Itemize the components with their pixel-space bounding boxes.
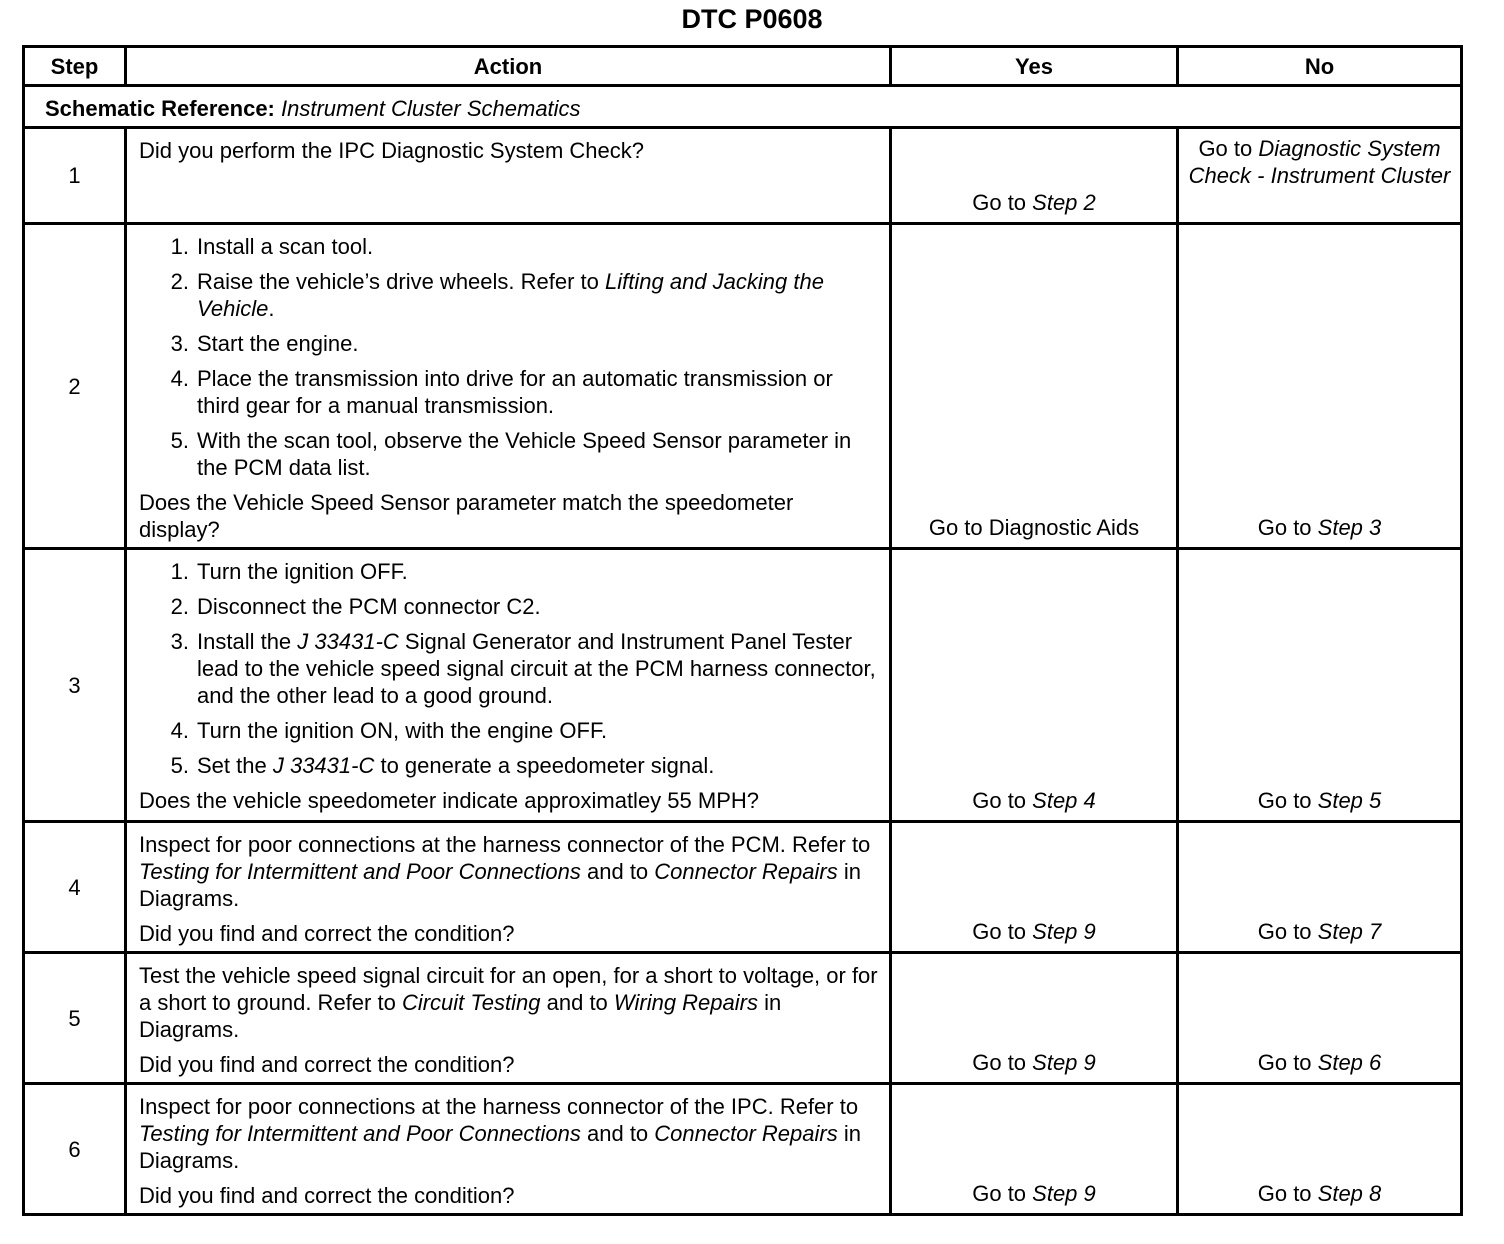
- action-step-number: 3.: [170, 629, 189, 654]
- yes-link[interactable]: Step 9: [1032, 1050, 1096, 1075]
- goto-prefix: Go to: [1198, 136, 1259, 161]
- reference-link[interactable]: Lifting and Jacking the Vehicle: [197, 269, 824, 321]
- action-step-item: [139, 558, 879, 585]
- no-link[interactable]: Diagnostic System Check - Instrument Cluster: [1188, 136, 1451, 188]
- action-step-number: 2.: [170, 269, 189, 294]
- text-span: With the scan tool, observe the Vehicle Speed Sensor parameter in the PCM data list.: [197, 428, 852, 480]
- yes-link[interactable]: Step 9: [1032, 1181, 1096, 1206]
- action-cell: [126, 953, 891, 1084]
- step-number: 2: [24, 224, 126, 549]
- action-step-item: [139, 752, 879, 779]
- text-span: Start the engine.: [197, 331, 359, 356]
- goto-prefix: Go to: [1257, 515, 1318, 540]
- action-step-number: 4.: [170, 718, 189, 743]
- reference-link[interactable]: Connector Repairs: [654, 1121, 838, 1146]
- yes-link[interactable]: Step 4: [1032, 788, 1096, 813]
- goto-prefix: Go to Diagnostic Aids: [928, 515, 1140, 540]
- action-question: Does the Vehicle Speed Sensor parameter match the speedometer display?: [139, 490, 794, 542]
- step-number: 1: [24, 128, 126, 224]
- step-row: [24, 128, 1462, 224]
- action-question: Does the vehicle speedometer indicate approximatley 55 MPH?: [139, 788, 759, 813]
- reference-link[interactable]: Wiring Repairs: [613, 990, 758, 1015]
- action-step-number: 4.: [170, 366, 189, 391]
- step-row: [24, 549, 1462, 822]
- action-paragraph: [139, 962, 879, 1043]
- step-number: 5: [24, 953, 126, 1084]
- schematic-label: Schematic Reference:: [45, 96, 275, 121]
- reference-link[interactable]: J 33431-C: [297, 629, 399, 654]
- action-step-item: [139, 330, 879, 357]
- reference-link[interactable]: Testing for Intermittent and Poor Connections: [139, 859, 581, 884]
- yes-cell: [891, 1084, 1178, 1215]
- reference-link[interactable]: Connector Repairs: [654, 859, 838, 884]
- text-span: .: [268, 296, 275, 321]
- text-span: and to: [580, 1121, 655, 1146]
- step-number: 6: [24, 1084, 126, 1215]
- text-span: Raise the vehicle’s drive wheels. Refer to: [197, 269, 606, 294]
- action-step-item: [139, 365, 879, 419]
- schematic-row: [24, 86, 1462, 128]
- reference-link[interactable]: Testing for Intermittent and Poor Connections: [139, 1121, 581, 1146]
- text-span: Inspect for poor connections at the harness connector of the IPC. Refer to: [139, 1094, 859, 1119]
- text-span: in Diagrams.: [139, 859, 861, 911]
- text-span: and to: [540, 990, 614, 1015]
- goto-prefix: Go to: [972, 190, 1033, 215]
- no-link[interactable]: Step 7: [1317, 919, 1382, 944]
- text-span: to generate a speedometer signal.: [374, 753, 715, 778]
- yes-cell: [891, 549, 1178, 822]
- goto-prefix: Go to: [972, 1050, 1033, 1075]
- yes-link[interactable]: Step 9: [1032, 919, 1096, 944]
- no-cell: [1178, 1084, 1462, 1215]
- action-question: Did you perform the IPC Diagnostic System Check?: [139, 138, 644, 163]
- text-span: Install a scan tool.: [197, 234, 374, 259]
- action-steps-list: [139, 233, 879, 481]
- no-cell: [1178, 953, 1462, 1084]
- header-yes: Yes: [891, 47, 1178, 86]
- action-step-item: [139, 427, 879, 481]
- page-title: DTC P0608: [681, 4, 823, 34]
- action-step-number: 5.: [170, 753, 189, 778]
- action-question: Did you find and correct the condition?: [139, 1183, 515, 1208]
- step-row: [24, 1084, 1462, 1215]
- action-step-number: 1.: [170, 234, 189, 259]
- action-step-number: 1.: [170, 559, 189, 584]
- header-row: [24, 47, 1462, 86]
- no-link[interactable]: Step 6: [1317, 1050, 1382, 1075]
- yes-cell: [891, 128, 1178, 224]
- action-step-number: 2.: [170, 594, 189, 619]
- no-link[interactable]: Step 8: [1317, 1181, 1382, 1206]
- schematic-reference: [24, 86, 1462, 128]
- no-cell: [1178, 128, 1462, 224]
- step-row: [24, 822, 1462, 953]
- action-paragraph: [139, 831, 879, 912]
- text-span: Set the: [197, 753, 273, 778]
- action-cell: [126, 822, 891, 953]
- step-number: 3: [24, 549, 126, 822]
- action-cell: [126, 224, 891, 549]
- text-span: and to: [580, 859, 655, 884]
- action-step-item: [139, 593, 879, 620]
- goto-prefix: Go to: [972, 788, 1033, 813]
- goto-prefix: Go to: [972, 1181, 1033, 1206]
- text-span: Inspect for poor connections at the harness connector of the PCM. Refer to: [139, 832, 871, 857]
- header-step: Step: [24, 47, 126, 86]
- no-cell: [1178, 549, 1462, 822]
- step-row: [24, 953, 1462, 1084]
- action-question: Did you find and correct the condition?: [139, 921, 515, 946]
- goto-prefix: Go to: [1257, 1181, 1318, 1206]
- yes-cell: [891, 953, 1178, 1084]
- action-step-number: 5.: [170, 428, 189, 453]
- no-cell: [1178, 224, 1462, 549]
- yes-cell: [891, 224, 1178, 549]
- goto-prefix: Go to: [1257, 788, 1318, 813]
- text-span: Signal Generator and Instrument Panel Tester lead to the vehicle speed signal circuit at the PCM harness connector, and the other lead to a good ground.: [197, 629, 876, 708]
- goto-prefix: Go to: [1257, 1050, 1318, 1075]
- text-span: Place the transmission into drive for an automatic transmission or third gear for a manual transmission.: [197, 366, 833, 418]
- diagnostic-table: [22, 45, 1463, 1216]
- text-span: Turn the ignition OFF.: [197, 559, 408, 584]
- action-step-item: [139, 717, 879, 744]
- no-cell: [1178, 822, 1462, 953]
- step-row: [24, 224, 1462, 549]
- action-cell: [126, 128, 891, 224]
- action-paragraph: [139, 1093, 879, 1174]
- action-cell: [126, 1084, 891, 1215]
- schematic-link[interactable]: Instrument Cluster Schematics: [281, 96, 581, 121]
- text-span: in Diagrams.: [139, 1121, 861, 1173]
- action-steps-list: [139, 558, 879, 779]
- header-action: Action: [126, 47, 891, 86]
- action-cell: [126, 549, 891, 822]
- action-step-item: [139, 268, 879, 322]
- header-no: No: [1178, 47, 1462, 86]
- yes-cell: [891, 822, 1178, 953]
- reference-link[interactable]: J 33431-C: [272, 753, 375, 778]
- action-step-item: [139, 233, 879, 260]
- no-link[interactable]: Step 5: [1317, 788, 1382, 813]
- goto-prefix: Go to: [1257, 919, 1318, 944]
- action-step-item: [139, 628, 879, 709]
- yes-link[interactable]: Step 2: [1032, 190, 1096, 215]
- action-step-number: 3.: [170, 331, 189, 356]
- text-span: Disconnect the PCM connector C2.: [197, 594, 541, 619]
- reference-link[interactable]: Circuit Testing: [401, 990, 541, 1015]
- goto-prefix: Go to: [972, 919, 1033, 944]
- text-span: in Diagrams.: [139, 990, 782, 1042]
- step-number: 4: [24, 822, 126, 953]
- no-link[interactable]: Step 3: [1317, 515, 1382, 540]
- text-span: Test the vehicle speed signal circuit for an open, for a short to voltage, or for a short to ground. Refer to: [139, 963, 878, 1015]
- text-span: Install the: [197, 629, 298, 654]
- action-question: Did you find and correct the condition?: [139, 1052, 515, 1077]
- text-span: Turn the ignition ON, with the engine OFF.: [197, 718, 608, 743]
